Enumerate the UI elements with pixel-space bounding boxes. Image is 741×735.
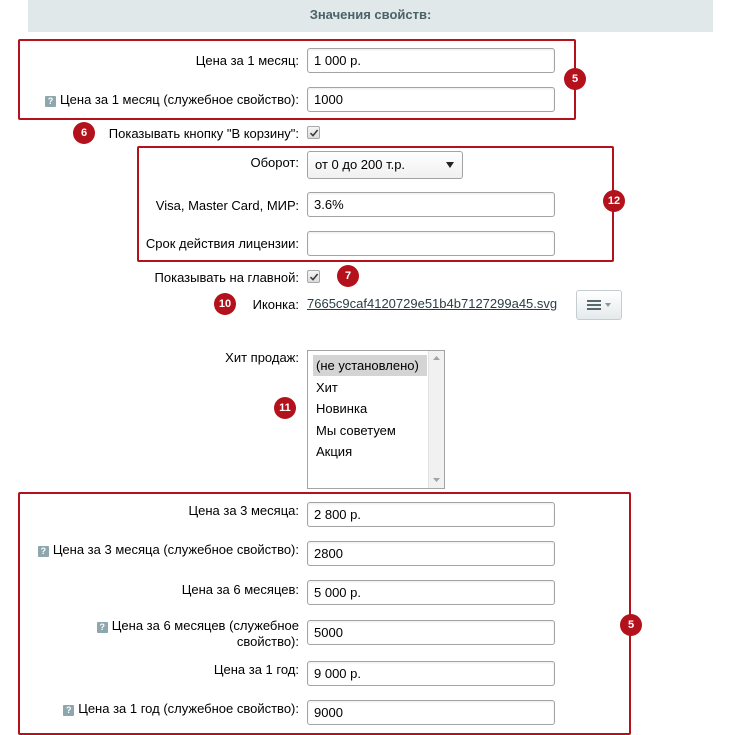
- scroll-arrows-icon: [429, 351, 444, 488]
- hit-listbox[interactable]: [307, 350, 445, 489]
- license-term-label: Срок действия лицензии:: [145, 236, 299, 251]
- list-option[interactable]: Мы советуем: [316, 423, 396, 438]
- price-6m-service-label: ? Цена за 6 месяцев (служебное свойство):: [97, 618, 299, 650]
- file-menu-button[interactable]: [576, 290, 622, 320]
- annotation-box: [18, 492, 631, 735]
- price-3m-service-input[interactable]: 2800: [307, 541, 555, 566]
- price-1m-label: Цена за 1 месяц:: [195, 53, 299, 68]
- icon-label: Иконка:: [252, 297, 299, 312]
- price-6m-service-input[interactable]: 5000: [307, 620, 555, 645]
- annotation-badge: 5: [564, 68, 586, 90]
- list-option[interactable]: Новинка: [316, 401, 368, 416]
- price-3m-label: Цена за 3 месяца:: [188, 503, 299, 518]
- price-1y-label: Цена за 1 год:: [213, 662, 299, 677]
- help-icon[interactable]: ?: [45, 96, 56, 107]
- section-header: Значения свойств:: [28, 0, 713, 32]
- help-icon[interactable]: ?: [97, 622, 108, 633]
- price-1m-input[interactable]: 1 000 р.: [307, 48, 555, 73]
- annotation-box: [137, 146, 614, 262]
- cards-input[interactable]: 3.6%: [307, 192, 555, 217]
- list-option[interactable]: Хит: [316, 380, 338, 395]
- list-option[interactable]: Акция: [316, 444, 353, 459]
- show-cart-label: Показывать кнопку "В корзину":: [108, 126, 299, 141]
- price-3m-service-label: ? Цена за 3 месяца (служебное свойство):: [38, 542, 299, 557]
- icon-file-link[interactable]: 7665c9caf4120729e51b4b7127299a45.svg: [307, 296, 558, 311]
- price-1m-service-label: ? Цена за 1 месяц (служебное свойство):: [45, 92, 299, 107]
- show-cart-checkbox[interactable]: [307, 126, 320, 139]
- price-1y-input[interactable]: 9 000 р.: [307, 661, 555, 686]
- annotation-badge: 5: [620, 614, 642, 636]
- menu-icon: [576, 290, 622, 320]
- price-1y-service-input[interactable]: 9000: [307, 700, 555, 725]
- help-icon[interactable]: ?: [38, 546, 49, 557]
- help-icon[interactable]: ?: [63, 705, 74, 716]
- price-1m-service-input[interactable]: 1000: [307, 87, 555, 112]
- hit-label: Хит продаж:: [225, 350, 299, 365]
- turnover-select[interactable]: от 0 до 200 т.р.: [307, 151, 463, 179]
- price-6m-input[interactable]: 5 000 р.: [307, 580, 555, 605]
- show-main-checkbox[interactable]: [307, 270, 320, 283]
- annotation-badge: 11: [274, 397, 296, 419]
- annotation-box: [18, 39, 576, 120]
- price-1y-service-label: ? Цена за 1 год (служебное свойство):: [63, 701, 299, 716]
- list-option[interactable]: (не установлено): [313, 355, 427, 376]
- listbox-scrollbar[interactable]: [428, 351, 444, 488]
- annotation-badge: 12: [603, 190, 625, 212]
- price-6m-label: Цена за 6 месяцев:: [181, 582, 299, 597]
- turnover-label: Оборот:: [250, 155, 299, 170]
- price-3m-input[interactable]: 2 800 р.: [307, 502, 555, 527]
- annotation-badge: 7: [337, 265, 359, 287]
- checkmark-icon: [309, 272, 319, 282]
- checkmark-icon: [309, 128, 319, 138]
- annotation-badge: 10: [214, 293, 236, 315]
- annotation-badge: 6: [73, 122, 95, 144]
- cards-label: Visa, Master Card, МИР:: [155, 198, 299, 213]
- show-main-label: Показывать на главной:: [154, 270, 299, 285]
